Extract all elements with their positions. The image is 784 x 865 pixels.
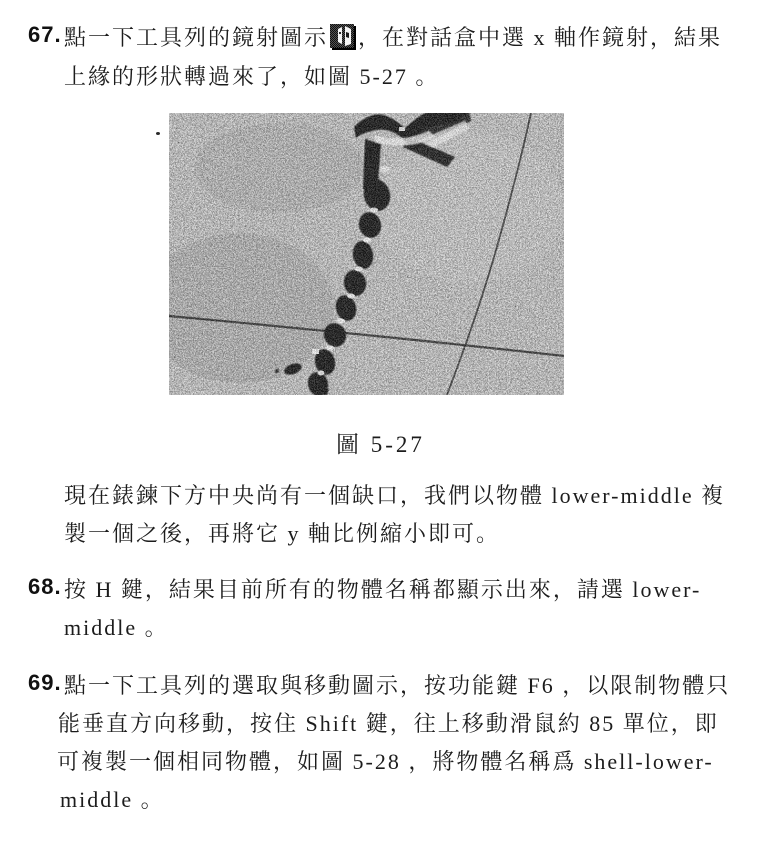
item-67-line-1-pre: 點一下工具列的鏡射圖示 bbox=[64, 25, 329, 50]
item-69-line-3: 可複製一個相同物體，如圖 5-28 ，將物體名稱爲 shell-lower- bbox=[57, 749, 714, 774]
item-67-number: 67. bbox=[28, 22, 62, 47]
item-67-line-2: 上緣的形狀轉過來了，如圖 5-27 。 bbox=[64, 64, 440, 89]
paragraph-line-1: 現在錶鍊下方中央尚有一個缺口，我們以物體 lower-middle 複 bbox=[64, 483, 726, 508]
watch-chain-photo bbox=[169, 113, 564, 395]
item-69-line-4: middle 。 bbox=[60, 787, 165, 812]
mirror-icon bbox=[330, 23, 356, 50]
figure-caption: 圖 5-27 bbox=[336, 432, 425, 457]
paragraph-line-2: 製一個之後，再將它 y 軸比例縮小即可。 bbox=[64, 521, 501, 546]
item-69-line-1: 點一下工具列的選取與移動圖示，按功能鍵 F6 ，以限制物體只 bbox=[64, 673, 731, 698]
scan-speck bbox=[156, 132, 160, 135]
item-68-line-2: middle 。 bbox=[64, 615, 169, 640]
figure-5-27 bbox=[169, 113, 564, 395]
item-68-line-1: 按 H 鍵，結果目前所有的物體名稱都顯示出來，請選 lower- bbox=[64, 577, 702, 602]
item-67-line-1-post: ，在對話盒中選 x 軸作鏡射，結果 bbox=[358, 25, 723, 50]
item-69-line-2: 能垂直方向移動，按住 Shift 鍵，往上移動滑鼠約 85 單位，即 bbox=[58, 711, 719, 736]
item-69-number: 69. bbox=[28, 670, 62, 695]
item-68-number: 68. bbox=[28, 574, 62, 599]
item-67-line-1 bbox=[64, 23, 722, 53]
